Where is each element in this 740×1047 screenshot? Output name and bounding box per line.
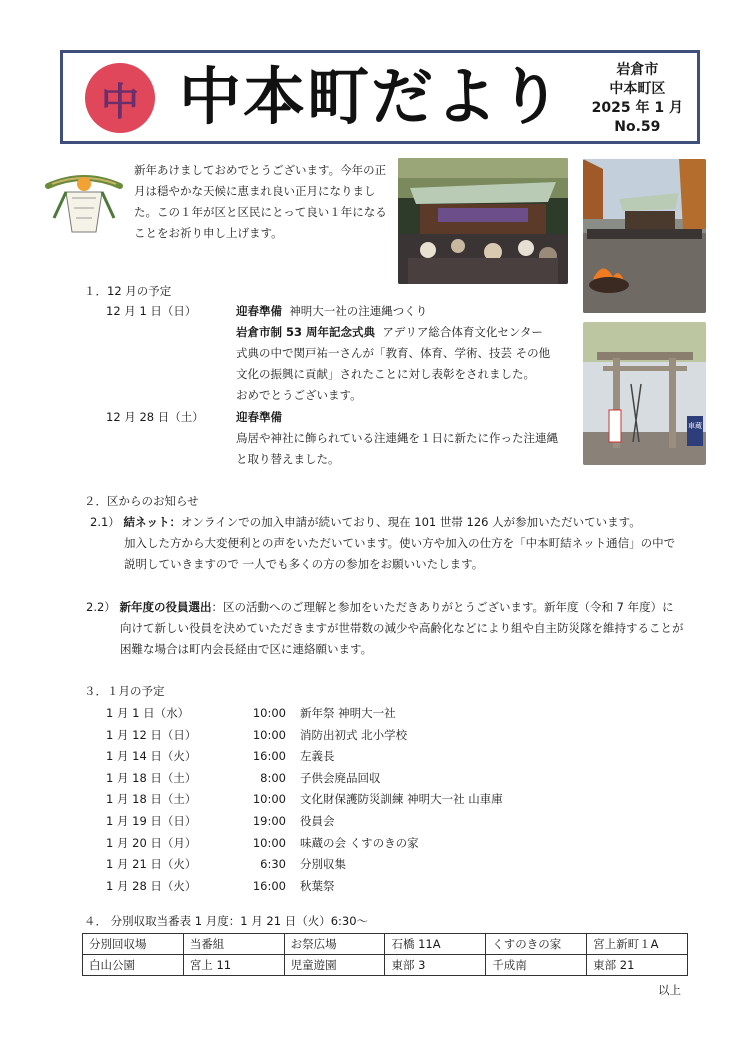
newsletter-title: 中本町だより: [179, 60, 564, 133]
shrine-bonfire-photo: [583, 159, 706, 313]
notice1-line-2: 加入した方から大変便利との声をいただいています。使い方や加入の仕方を「中本町結ネット通信」の中で: [124, 536, 676, 550]
schedule-row: 1 月 18 日（土） 8:00 子供会廃品回収: [106, 770, 381, 785]
dec1-date: 12 月 1 日（日）: [106, 304, 197, 318]
notice1-num: 2.1）: [90, 515, 120, 529]
ceremony-line-3: おめでとうございます。: [236, 388, 362, 402]
issue-date: 2025 年 1 月: [591, 100, 683, 116]
schedule-row: 1 月 21 日（火） 6:30 分別収集: [106, 857, 346, 872]
schedule-row: 1 月 1 日（水） 10:00 新年祭 神明大一社: [106, 706, 396, 720]
ceremony-head: 岩倉市制 53 周年記念式典: [236, 325, 376, 339]
ceremony-venue: アデリア総合体育文化センター: [382, 325, 543, 339]
table-cell: 当番組: [183, 934, 284, 955]
schedule-row: 1 月 20 日（月） 10:00 味蔵の会 くすのきの家: [106, 835, 419, 850]
torii-gate-photo: [583, 322, 706, 465]
schedule-row: 1 月 19 日（日） 19:00 役員会: [106, 813, 335, 828]
section3-title: ３．１月の予定: [84, 684, 165, 698]
schedule-row: 1 月 14 日（火） 16:00 左義長: [106, 749, 335, 764]
waste-duty-table: [82, 933, 688, 976]
issue-number: No.59: [614, 119, 661, 135]
issue-info: [592, 61, 683, 137]
logo-char: 中: [100, 79, 139, 124]
schedule-row: 1 月 28 日（火） 16:00 秋葉祭: [106, 878, 335, 893]
dec28-head: 迎春準備: [236, 410, 282, 424]
schedule-row: 1 月 18 日（土） 10:00 文化財保護防災訓練 神明大一社 山車庫: [106, 792, 503, 807]
table-cell: 千成南: [486, 955, 587, 976]
newsletter-header: [60, 50, 700, 144]
new-year-greeting: 新年あけましておめでとうございます。今年の正月は穏やかな天候に恵まれ良い正月になりました。この１年が区と区民にとって良い１年になることをお祈り申し上げます。: [134, 163, 387, 240]
section2-title: ２．区からのお知らせ: [84, 494, 199, 508]
notice1-head: 結ネット：: [123, 515, 181, 529]
table-cell: 石橋 11A: [385, 934, 486, 955]
ceremony-entry: [236, 323, 543, 342]
sign-text: 車蔵: [688, 422, 702, 430]
logo-badge: [85, 63, 155, 133]
section1-title: １．12 月の予定: [84, 284, 172, 298]
dec28-date: 12 月 28 日（土）: [106, 410, 204, 424]
notice1-text-1: オンラインでの加入申請が続いており、現在 101 世帯 126 人が参加いただいています。: [180, 515, 641, 529]
table-cell: お祭広場: [284, 934, 385, 955]
section4-title: ４． 分別収取当番表 1 月度：1 月 21 日（火）6:30～: [84, 914, 369, 928]
table-cell: 宮上新町１A: [587, 934, 688, 955]
schedule-row: 1 月 12 日（日） 10:00 消防出初式 北小学校: [106, 727, 408, 742]
table-cell: 東部 21: [587, 955, 688, 976]
ceremony-line-1: 式典の中で関戸祐一さんが「教育、体育、学術、技芸 その他: [236, 346, 551, 360]
notice1-line-1: [90, 513, 641, 532]
table-cell: 分別回収場: [83, 934, 184, 955]
notice2-line-3: 困難な場合は町内会長経由で区に連絡願います。: [120, 642, 373, 656]
january-schedule: [106, 703, 503, 897]
notice2-head: 新年度の役員選出: [119, 600, 212, 614]
ceremony-line-2: 文化の振興に貢献」されたことに対し表彰をされました。: [236, 367, 535, 381]
table-cell: 宮上 11: [183, 955, 284, 976]
shrine-crowd-photo: [398, 158, 568, 284]
table-row: [83, 955, 688, 976]
notice2-line-1: [86, 598, 674, 617]
dec28-line-2: と取り替えました。: [236, 452, 340, 466]
dec1-head: 迎春準備: [236, 304, 282, 318]
notice2-num: 2.2）: [86, 600, 116, 614]
notice2-line-2: 向けて新しい役員を決めていただきますが世帯数の減少や高齢化などにより組や自主防災隊を維持することが: [120, 621, 684, 635]
closing-mark: 以上: [658, 983, 681, 997]
notice1-line-3: 説明していきますので 一人でも多くの方の参加をお願いいたします。: [124, 557, 484, 571]
table-row: [83, 934, 688, 955]
dec1-entry: [236, 302, 427, 321]
issue-district: 中本町区: [609, 81, 666, 97]
shimenawa-decoration-icon: [44, 164, 124, 244]
issue-city: 岩倉市: [616, 62, 659, 78]
table-cell: 白山公園: [83, 955, 184, 976]
table-cell: 東部 3: [385, 955, 486, 976]
notice2-text-1: ：区の活動へのご理解と参加をいただきありがとうございます。新年度（令和 7 年度）に: [211, 600, 674, 614]
dec28-line-1: 鳥居や神社に飾られている注連縄を１日に新たに作った注連縄: [236, 431, 558, 445]
table-cell: 児童遊園: [284, 955, 385, 976]
table-cell: くすのきの家: [486, 934, 587, 955]
dec1-text: 神明大一社の注連縄つくり: [289, 304, 428, 318]
